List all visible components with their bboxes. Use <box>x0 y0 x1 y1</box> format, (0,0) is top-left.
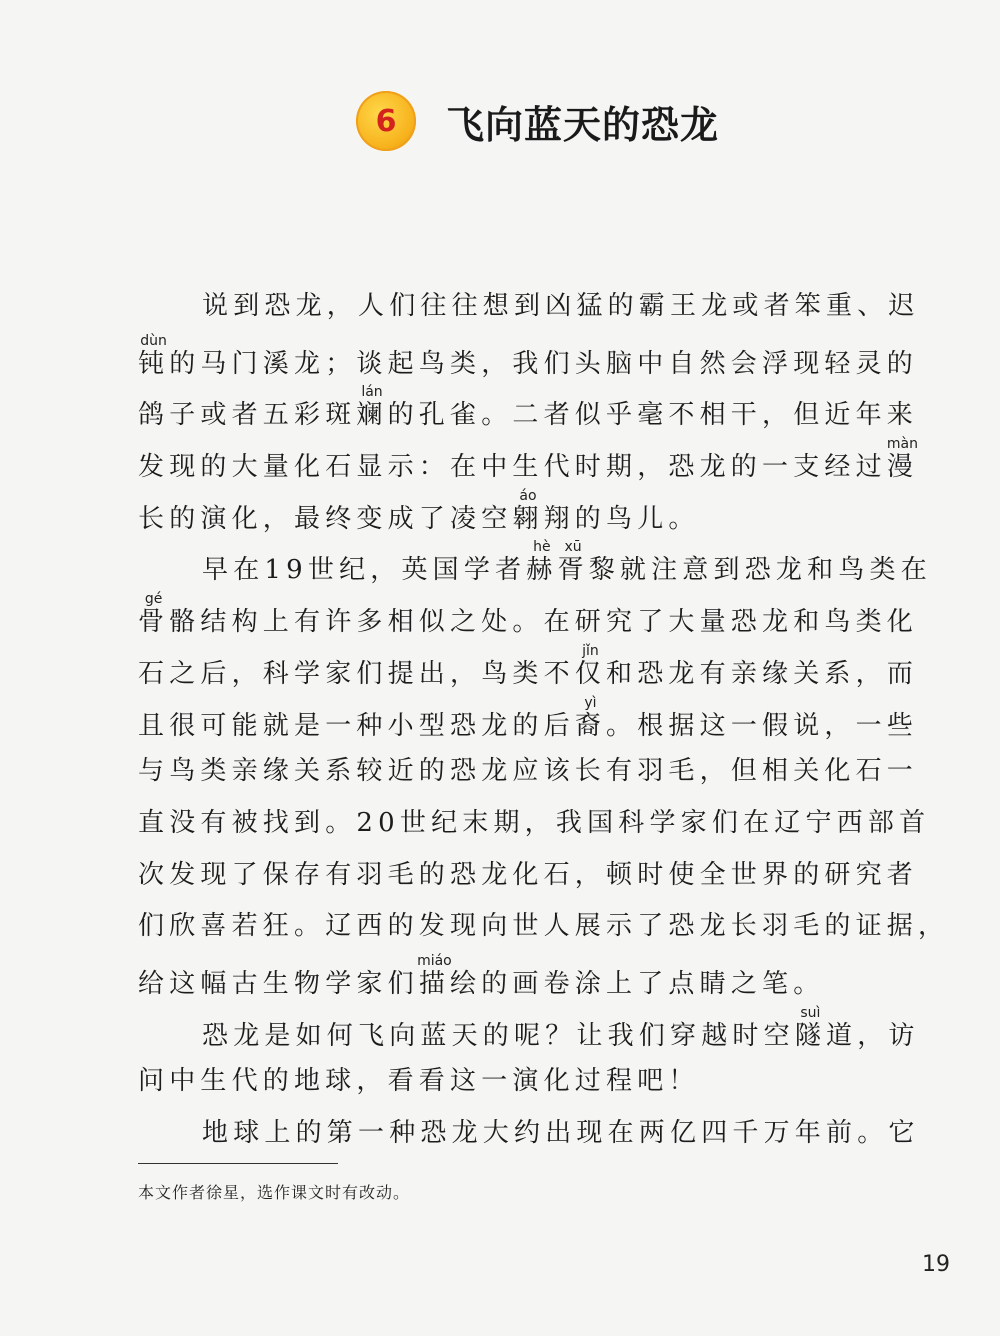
pinyin-annotated-char: 裔yì <box>574 694 607 741</box>
text-segment: 骼结构上有许多相似之处。在研究了大量恐龙和鸟类化 <box>169 607 919 638</box>
pinyin-label: hè <box>526 539 558 556</box>
text-segment: 的马门溪龙；谈起鸟类，我们头脑中自然会浮现轻灵的 <box>169 348 919 379</box>
text-segment: 道，访 <box>826 1020 920 1051</box>
text-segment: 发现的大量化石显示：在中生代时期，恐龙的一支经过 <box>138 452 887 483</box>
text-segment: 石之后，科学家们提出，鸟类不 <box>138 658 575 689</box>
text-line <box>138 1109 978 1161</box>
text-line <box>138 282 978 334</box>
text-segment: 地球上的第一种恐龙大约出现在两亿四千万年前。它 <box>202 1118 920 1148</box>
pinyin-label: miáo <box>417 952 452 969</box>
footnote: 本文作者徐星，选作课文时有改动。 <box>138 1183 411 1202</box>
text-segment: 且很可能就是一种小型恐龙的后 <box>138 710 575 741</box>
text-line <box>138 1006 978 1058</box>
pinyin-label: áo <box>512 487 544 504</box>
text-line <box>138 1057 978 1109</box>
text-segment: 早在19世纪，英国学者 <box>202 555 527 586</box>
text-segment: 的孔雀。二者似乎毫不相干，但近年来 <box>387 400 919 431</box>
pinyin-annotated-char: 隧suì <box>794 1004 827 1051</box>
text-segment: 绘的画卷涂上了点睛之笔。 <box>450 968 825 999</box>
page-number: 19 <box>922 1252 950 1277</box>
text-segment: 次发现了保存有羽毛的恐龙化石，顿时使全世界的研究者 <box>138 859 919 890</box>
pinyin-annotated-char: 翱áo <box>512 487 544 534</box>
text-segment: 鸽子或者五彩斑 <box>138 400 357 431</box>
text-line <box>138 851 978 903</box>
pinyin-annotated-char: 漫màn <box>886 436 919 483</box>
text-line <box>138 385 978 437</box>
pinyin-label: màn <box>886 436 918 453</box>
pinyin-annotated-char: 胥xū <box>557 539 589 586</box>
text-segment: 翔的鸟儿。 <box>543 503 700 534</box>
text-segment: 们欣喜若狂。辽西的发现向世人展示了恐龙长羽毛的证据， <box>138 911 950 942</box>
lesson-number-badge: 6 <box>356 91 416 151</box>
pinyin-label: lán <box>356 384 388 401</box>
pinyin-label: jǐn <box>574 642 606 659</box>
text-line <box>138 747 978 799</box>
pinyin-label: suì <box>794 1004 826 1021</box>
text-line <box>138 437 978 489</box>
text-line <box>138 644 978 696</box>
pinyin-annotated-char: 钝dùn <box>138 332 170 379</box>
text-line <box>138 540 978 592</box>
text-segment: 和恐龙有亲缘关系，而 <box>606 658 919 689</box>
text-line <box>138 954 978 1006</box>
pinyin-label: gé <box>138 591 170 608</box>
text-segment: 说到恐龙，人们往往想到凶猛的霸王龙或者笨重、迟 <box>202 291 920 321</box>
lesson-title: 飞向蓝天的恐龙 <box>446 102 720 147</box>
text-segment: 黎就注意到恐龙和鸟类在 <box>588 555 932 586</box>
lesson-title-row <box>356 86 719 156</box>
text-segment: 问中生代的地球，看看这一演化过程吧！ <box>138 1066 700 1097</box>
text-line <box>138 799 978 851</box>
pinyin-annotated-char: 斓lán <box>356 384 388 431</box>
text-segment: 给这幅古生物学家们 <box>138 968 419 999</box>
body-text <box>138 282 978 1161</box>
pinyin-annotated-char: 骨gé <box>138 591 170 638</box>
text-line <box>138 696 978 748</box>
pinyin-label: xū <box>557 539 589 556</box>
text-segment: 恐龙是如何飞向蓝天的呢？让我们穿越时空 <box>202 1020 795 1051</box>
pinyin-annotated-char: 描miáo <box>417 952 452 999</box>
text-segment: 长的演化，最终变成了凌空 <box>138 503 513 534</box>
footnote-divider <box>138 1163 338 1164</box>
pinyin-label: dùn <box>138 332 170 349</box>
text-line <box>138 489 978 541</box>
text-segment: 。根据这一假说，一些 <box>606 710 919 741</box>
text-line <box>138 592 978 644</box>
text-line <box>138 334 978 386</box>
pinyin-annotated-char: 赫hè <box>526 539 558 586</box>
pinyin-annotated-char: 仅jǐn <box>574 642 607 689</box>
pinyin-label: yì <box>574 694 606 711</box>
text-line <box>138 902 978 954</box>
text-segment: 直没有被找到。20世纪末期，我国科学家们在辽宁西部首 <box>138 807 931 838</box>
text-segment: 与鸟类亲缘关系较近的恐龙应该长有羽毛，但相关化石一 <box>138 756 919 787</box>
